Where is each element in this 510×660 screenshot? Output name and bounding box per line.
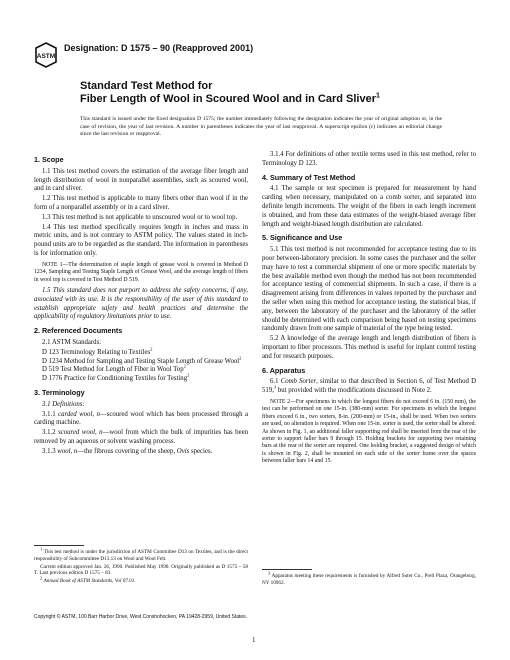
term-3-1-1-number: 3.1.1 (42, 410, 56, 418)
section-apparatus-heading: 6. Apparatus (262, 365, 306, 375)
reference-d519 (42, 366, 248, 375)
apparatus-6-1-text: , similar to that described in Section 6, of Test Method D 519, (262, 378, 476, 395)
reference-d1776-sup: 2 (187, 372, 190, 378)
reference-d1234-sup: 2 (239, 355, 242, 361)
reference-d519-text: D 519 Test Method for Length of Fiber in Wool Top (42, 366, 184, 374)
section-scope-heading: 1. Scope (34, 155, 64, 164)
term-3-1-2-term: scoured wool, n (58, 429, 103, 437)
footnote-2-text: Annual Book of ASTM Standards, Vol 07.01. (43, 578, 136, 585)
term-3-1-1-term: carded wool, n (58, 410, 100, 418)
section-references-heading: 2. Referenced Documents (34, 326, 123, 336)
note-1-text: NOTE 1—The determination of staple length of grease wool is covered in Method D 1234, Sampling and Testing Staple Length of Grease Wool, and the average length of fibers in wool top is covered in Test Method D 519. (34, 261, 248, 283)
footnote-3 (262, 570, 476, 588)
term-3-1: 3.1 Definitions: (42, 400, 85, 408)
reference-d1234-text: D 1234 Method for Sampling and Testing Staple Length of Grease Wool (42, 357, 240, 365)
left-column (34, 151, 248, 458)
scope-1-1: 1.1 This test method covers the estimation of the average fiber length and length distribution of wool in nonparallel assemblies, such as scoured wool, and in card sliver. (34, 167, 248, 193)
reference-d519-sup: 2 (183, 364, 186, 370)
reference-d1776-text: D 1776 Practice for Conditioning Textiles for Testing (42, 375, 188, 383)
term-3-1-3 (34, 448, 248, 457)
footnote-1a-text: This test method is under the jurisdiction of ASTM Committee D13 on Textiles, and is the direct responsibility of Subcommittee D13.13 on Wool and Wool Felt. (34, 549, 248, 562)
term-3-1-3-end: species. (189, 447, 213, 455)
term-3-1-2-number: 3.1.2 (42, 429, 56, 437)
scope-1-2: 1.2 This test method is applicable to many fibers other than wool if in the form of a nonparallel assembly or in a card sliver. (34, 195, 248, 211)
title-line-1: Standard Test Method for (80, 80, 213, 92)
preamble: This standard is issued under the fixed designation D 1575; the number immediately following the designation indicates the year of original adoption or, in the case of revision, the year of last revision. A number in parentheses indicates the year of last reapproval. A superscript epsilon (ε) indicates an editorial change since the last revision or reapproval. (80, 116, 442, 138)
apparatus-6-1-term: Comb Sorter (280, 378, 317, 386)
section-significance-heading: 5. Significance and Use (262, 233, 343, 243)
apparatus-6-1-number: 6.1 (270, 378, 279, 386)
term-3-1-2-definition: —wool from which the bulk of impurities has been removed by an aqueous or solvent washing process. (34, 429, 249, 445)
scope-1-3: 1.3 This test method is not applicable to unscoured wool or to wool top. (42, 213, 238, 221)
refs-2-1: 2.1 ASTM Standards: (42, 338, 102, 346)
term-3-1-1-definition: —scoured wool which has been processed through a carding machine. (34, 410, 249, 427)
footnote-3-mark: 3 (268, 570, 271, 576)
copyright-line: Copyright © ASTM, 100 Barr Harbor Drive, West Conshohocken, PA 19428-2959, United States. (34, 614, 248, 620)
footnote-2 (34, 575, 248, 585)
footnote-3-para (262, 570, 476, 587)
term-3-1-3-term: wool, n (57, 447, 78, 455)
section-summary-heading: 4. Summary of Test Method (262, 172, 356, 182)
significance-5-1: 5.1 This test method is not recommended for acceptance testing due to its poor between-laboratory precision. In some cases the purchaser and the seller may have to test a commercial shipment of one or more specific materials by the best available method even though the method has not been recommended for acceptance testing of commercial shipments. In such a case, if there is a disagreement arising from differences in values reported by the purchaser and the seller when using this method for acceptance testing, the statistical bias, if any, between the laboratory of the purchaser and the laboratory of the seller should be determined with each comparison being based on testing specimens randomly drawn from one sample of material of the type being tested. (262, 246, 476, 333)
term-3-1-3-genus: Ovis (176, 447, 190, 455)
term-3-1-3-number: 3.1.3 (42, 447, 56, 455)
term-3-1-3-definition: —the fibrous covering of the sheep, (77, 447, 177, 455)
apparatus-6-1 (262, 378, 476, 396)
reference-d123-sup: 2 (150, 346, 153, 352)
right-column (262, 151, 476, 469)
title-footnote-mark: 1 (376, 92, 380, 100)
term-3-1-4: 3.1.4 For definitions of other textile terms used in this test method, refer to Terminology D 123. (262, 151, 476, 167)
page-number: 1 (252, 636, 256, 644)
footnote-1-mark: 1 (40, 546, 43, 552)
reference-d123-text: D 123 Terminology Relating to Textiles (42, 348, 151, 356)
svg-text:ASTM: ASTM (36, 53, 56, 60)
note-1 (34, 262, 248, 284)
section-terminology-heading: 3. Terminology (34, 387, 85, 397)
footnote-3-text: Apparatus meeting these requirements is furnished by Alfred Suter Co., Prell Plaza, Orangeburg, NY 10962. (262, 573, 476, 586)
astm-logo-icon (34, 42, 58, 68)
term-3-1-2 (34, 429, 248, 447)
summary-4-1: 4.1 The sample or test specimen is prepared for measurement by hand carding when necessary, manipulated on a comb sorter, and separated into definite length increments. The weight of the fibers in each length increment is obtained, and from these data estimates of the weight-biased average fiber length and weight-biased length distribution are calculated. (262, 185, 476, 228)
scope-1-4: 1.4 This test method specifically requires length in inches and mass in metric units, and is not contrary to ASTM policy. The values stated in inch-pound units are to be regarded as the standard. The information in parentheses is for information only. (34, 223, 248, 257)
footnote-2-mark: 2 (40, 575, 43, 581)
title-text: Fiber Length of Wool in Scoured Wool and in Card Sliver (80, 93, 376, 105)
significance-5-2: 5.2 A knowledge of the average length and length distribution of fibers is important to fiber processors. This method is useful for inplant control testing and for research purposes. (262, 335, 476, 360)
term-3-1-1 (34, 411, 248, 429)
apparatus-6-1-end: but provided with the modifications discussed in Note 2. (276, 387, 432, 395)
footnote-1 (34, 546, 248, 586)
title-line-2 (80, 93, 440, 106)
footnote-1a (34, 546, 248, 563)
title-block (80, 80, 440, 106)
reference-d1776 (42, 372, 248, 384)
designation: Designation: D 1575 – 90 (Reapproved 2001) (64, 43, 254, 53)
scope-1-5: 1.5 This standard does not purport to address the safety concerns, if any, associated with its use. It is the responsibility of the user of this standard to establish appropriate safety and health practices and determine the applicability of regulatory limitations prior to use. (34, 286, 248, 321)
apparatus-6-1-sup: 3 (273, 384, 277, 390)
note-2: NOTE 2—For specimens in which the longest fibers do not exceed 6 in. (150 mm), the test can be performed on one 15-in. (380-mm) sorter. For specimens in which the longest fibers exceed 6 in., two sorters, 8-in. (200-mm) or 15-in., shall be used. When two sorters are used, no alteration is required. When one 15-in. sorter is used, the sorter shall be altered. As shown in Fig. 1, an additional faller supporting rod shall be inserted from the rear of the sorter to support faller bars 9 through 15. Holding brackets for supporting two retaining bars at the rear of the sorter are required. One holding bracket, a suggested design of which is shown in Fig. 2, shall be mounted on each side of the sorter frame over the spaces between faller bars 14 and 15. (262, 398, 476, 465)
footnote-1b: Current edition approved Jan. 26, 1990. Published May 1990. Originally published as D 1575 – 58 T. Last previous edition D 1575 – 83. (34, 563, 248, 577)
